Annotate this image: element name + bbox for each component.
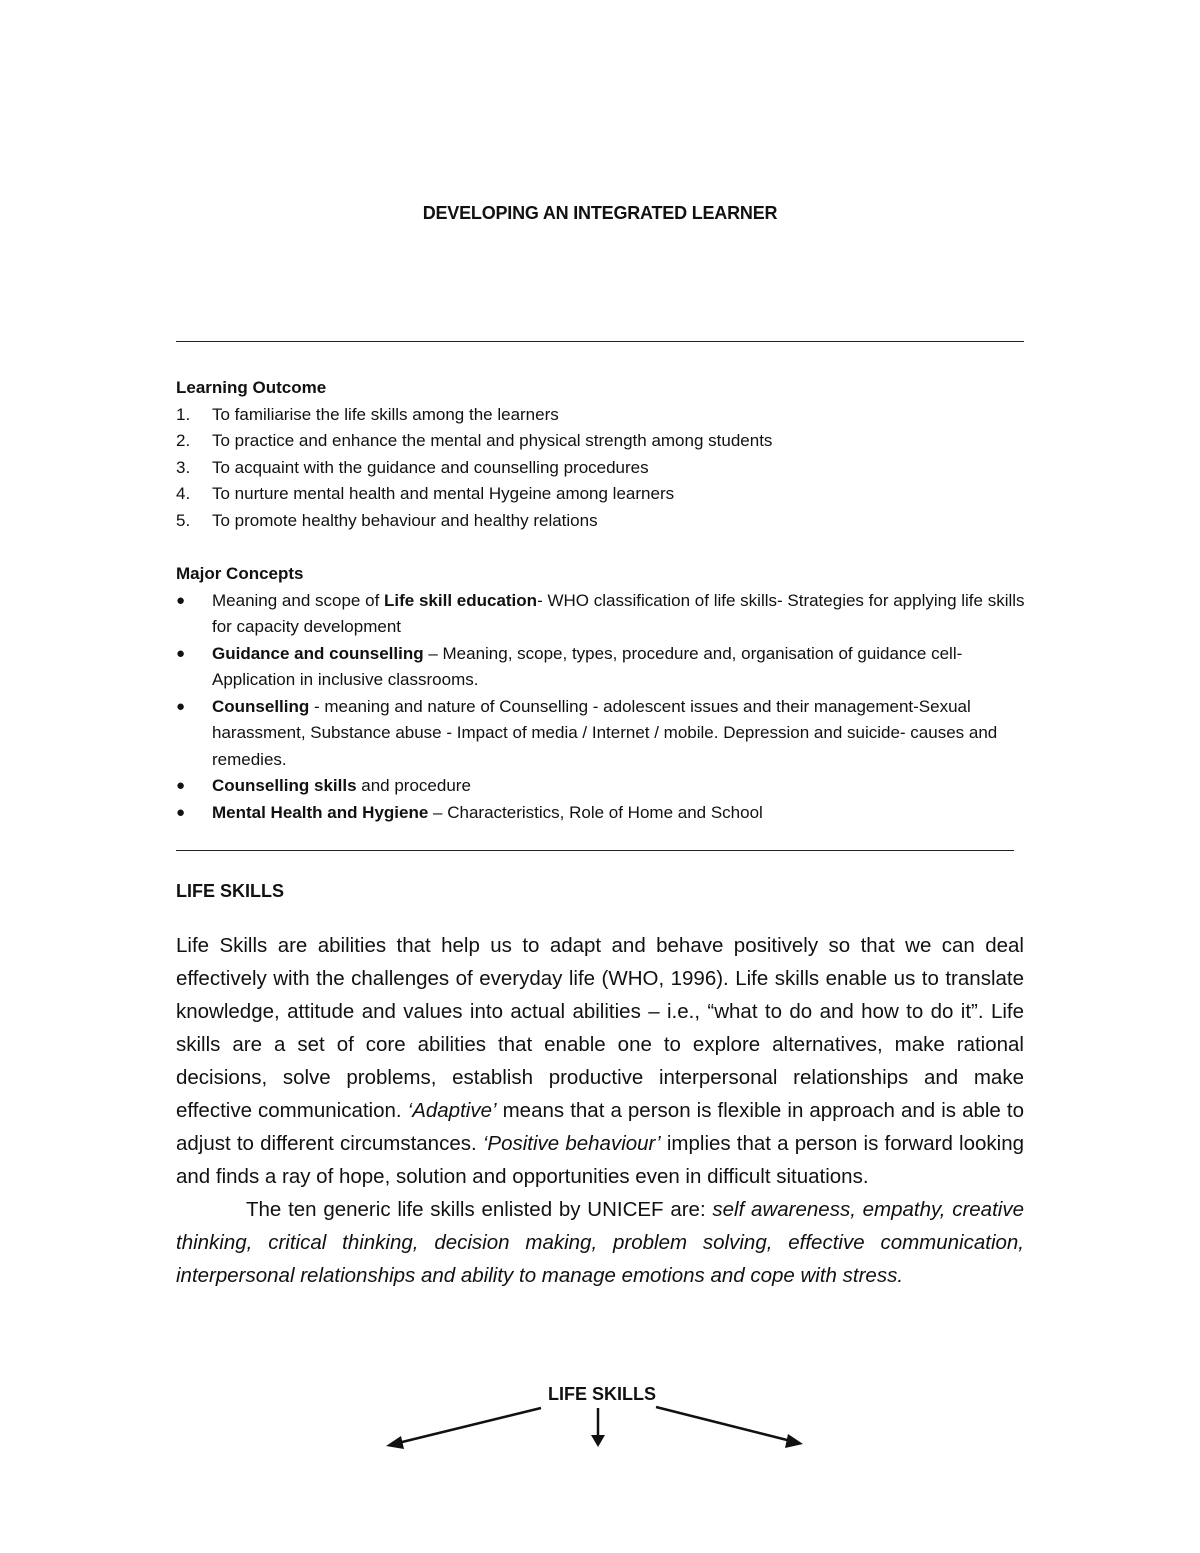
list-text: To acquaint with the guidance and counselling procedures — [212, 457, 649, 477]
arrowhead-left-icon — [386, 1436, 404, 1449]
arrowhead-down-icon — [591, 1435, 605, 1447]
learning-outcome-heading: Learning Outcome — [176, 378, 327, 397]
concept-term: Counselling skills — [212, 776, 357, 795]
concept-term: Counselling — [212, 696, 310, 716]
arrowhead-right-icon — [785, 1434, 803, 1448]
list-text: To familiarise the life skills among the learners — [212, 404, 559, 424]
arrow-right — [656, 1407, 791, 1441]
major-concepts-heading: Major Concepts — [176, 564, 304, 583]
list-text: To practice and enhance the mental and physical strength among students — [212, 431, 773, 450]
list-text: – Characteristics, Role of Home and School — [428, 802, 763, 822]
list-text: To nurture mental health and mental Hygeine among learners — [212, 484, 675, 503]
generic-skills-list: self awareness, empathy, creative thinking, critical thinking, decision making, problem solving, effective communication, interpersonal relationships and ability to manage emotions and cope with stress. — [176, 1198, 1024, 1287]
bullet-icon: ● — [176, 697, 186, 715]
concept-term: Guidance and counselling — [212, 643, 424, 663]
list-text: – Meaning, scope, types, procedure and, organisation of guidance cell- Application in inclusive classrooms. — [212, 643, 963, 689]
diagram-label: LIFE SKILLS — [548, 1384, 656, 1404]
paragraph-text: implies that a person is forward looking and finds a ray of hope, solution and opportunities even in difficult situations. — [176, 1132, 1025, 1188]
list-text: - meaning and nature of Counselling - adolescent issues and their management-Sexual harassment, Substance abuse - Impact of media / Internet / mobile. Depression and suicide- causes and remedies. — [212, 696, 998, 769]
list-text: Meaning and scope of — [212, 590, 385, 610]
list-number: 2. — [176, 431, 191, 450]
bullet-icon: ● — [176, 644, 186, 662]
concept-term: Life skill education — [384, 590, 538, 610]
list-number: 5. — [176, 510, 191, 530]
list-number: 4. — [176, 484, 191, 503]
life-skills-heading: LIFE SKILLS — [176, 881, 284, 901]
list-text: and procedure — [356, 776, 471, 795]
list-number: 1. — [176, 404, 191, 424]
bullet-icon: ● — [176, 777, 186, 794]
adaptive-term: ‘Adaptive’ — [407, 1099, 497, 1122]
bullet-icon: ● — [176, 591, 186, 609]
list-text: - WHO classification of life skills- Strategies for applying life skills for capacity development — [212, 590, 1025, 636]
paragraph-text: The ten generic life skills enlisted by UNICEF are: — [246, 1198, 713, 1221]
arrow-left — [398, 1408, 541, 1443]
bullet-icon: ● — [176, 803, 186, 821]
document-title: DEVELOPING AN INTEGRATED LEARNER — [422, 203, 778, 223]
list-number: 3. — [176, 457, 191, 477]
paragraph-text: means that a person is flexible in approach and is able to adjust to different circumstances. — [176, 1099, 1024, 1155]
list-text: To promote healthy behaviour and healthy relations — [212, 510, 598, 530]
paragraph-text: Life Skills are abilities that help us to adapt and behave positively so that we can deal effectively with the challenges of everyday life (WHO, 1996). Life skills enable us to translate knowledge, attitude and values into actual abilities – i.e., “what to do and how to do it”. Life skills are a set of core abilities that enable one to explore alternatives, make rational decisions, solve problems, establish productive interpersonal relationships and make effective communication. — [176, 934, 1024, 1122]
positive-behaviour-term: ‘Positive behaviour’ — [482, 1132, 661, 1155]
concept-term: Mental Health and Hygiene — [212, 802, 429, 822]
